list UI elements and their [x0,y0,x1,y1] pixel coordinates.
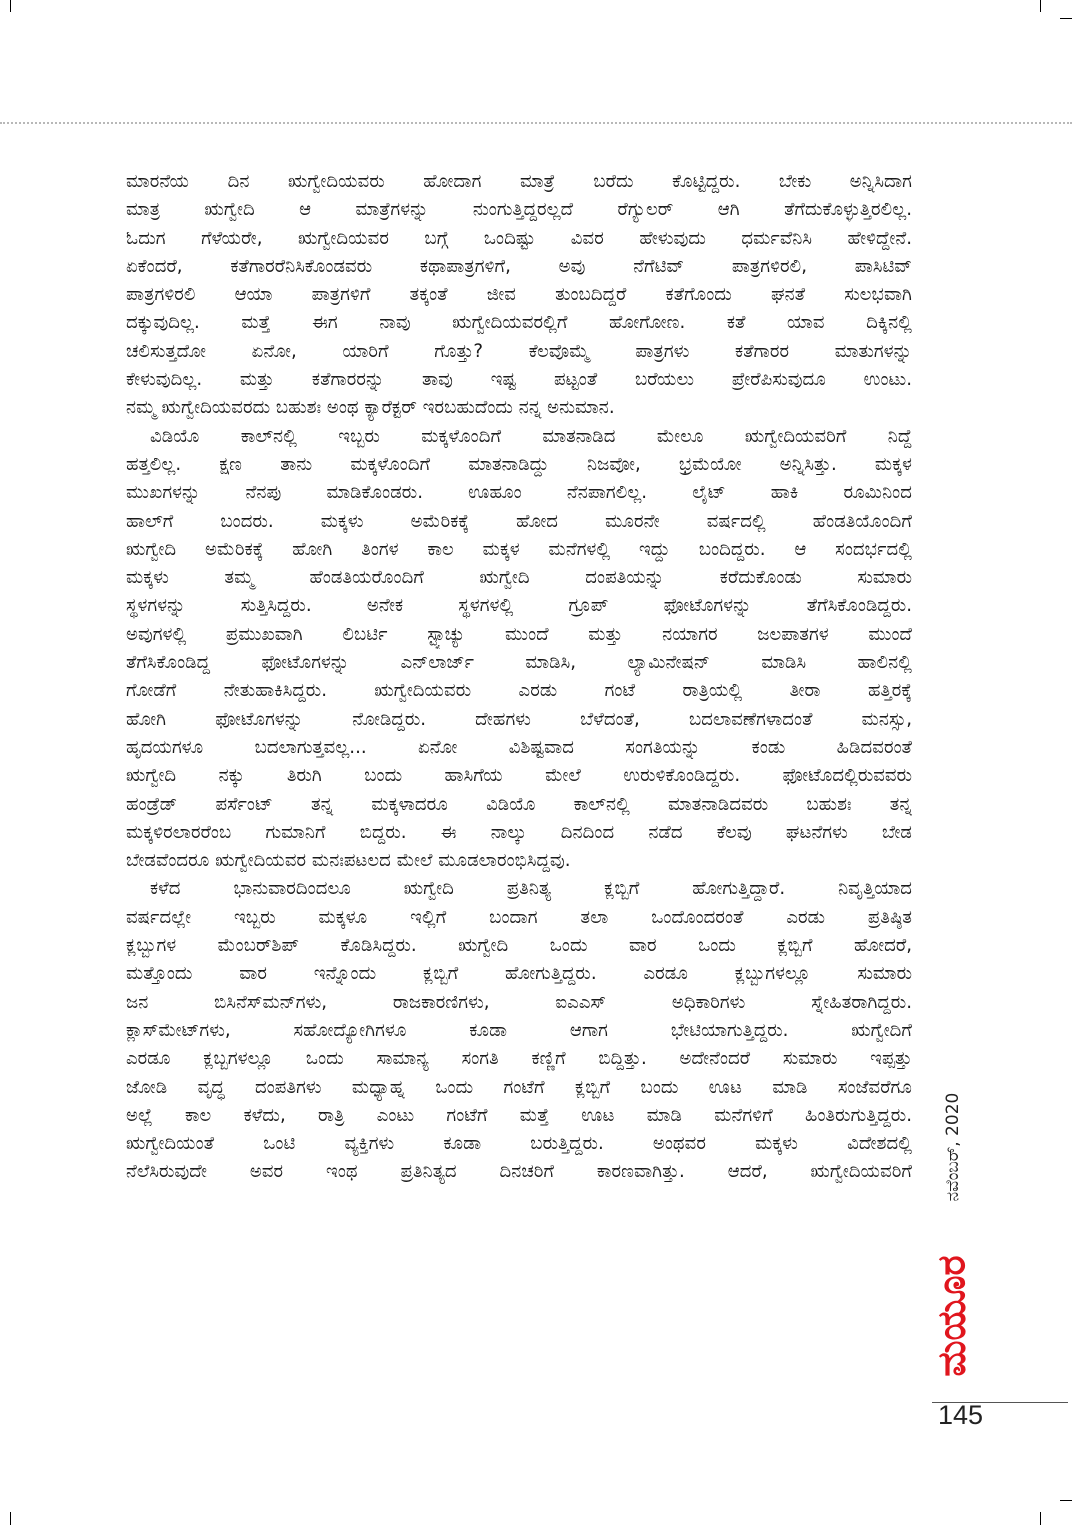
crop-mark [10,1512,11,1525]
text-line: ಮಕ್ಕಳು ತಮ್ಮ ಹೆಂಡತಿಯರೊಂದಿಗೆ ಋಗ್ವೇದಿ ದಂಪತಿಯನ್ನು ಕರೆದುಕೊಂಡು ಸುಮಾರು [126,567,912,589]
text-line: ಅವುಗಳಲ್ಲಿ ಪ್ರಮುಖವಾಗಿ ಲಿಬರ್ಟಿ ಸ್ಟ್ಯಾಚ್ಯು ಮುಂದೆ ಮತ್ತು ನಯಾಗರ ಜಲಪಾತಗಳ ಮುಂದೆ [126,623,912,645]
paragraph [126,168,912,423]
crop-mark [10,0,11,12]
text-line: ದಕ್ಕುವುದಿಲ್ಲ. ಮತ್ತೆ ಈಗ ನಾವು ಋಗ್ವೇದಿಯವರಲ್ಲಿಗೆ ಹೋಗೋಣ. ಕತೆ ಯಾವ ದಿಕ್ಕಿನಲ್ಲಿ [126,312,912,334]
text-line: ಜನ ಬಿಸಿನೆಸ್‌ಮನ್‌ಗಳು, ರಾಜಕಾರಣಿಗಳು, ಐಎಎಸ್ ಅಧಿಕಾರಿಗಳು ಸ್ನೇಹಿತರಾಗಿದ್ದರು. [126,991,912,1013]
text-line: ಚಲಿಸುತ್ತದೋ ಏನೋ, ಯಾರಿಗೆ ಗೊತ್ತು? ಕೆಲವೊಮ್ಮೆ ಪಾತ್ರಗಳು ಕತೆಗಾರರ ಮಾತುಗಳನ್ನು [126,340,912,362]
text-line: ಸ್ಥಳಗಳನ್ನು ಸುತ್ತಿಸಿದ್ದರು. ಅನೇಕ ಸ್ಥಳಗಳಲ್ಲಿ ಗ್ರೂಪ್ ಫೋಟೊಗಳನ್ನು ತೆಗೆಸಿಕೊಂಡಿದ್ದರು. [126,595,912,617]
crop-mark [1040,0,1041,12]
text-line: ಓದುಗ ಗೆಳೆಯರೇ, ಋಗ್ವೇದಿಯವರ ಬಗ್ಗೆ ಒಂದಿಷ್ಟು ವಿವರ ಹೇಳುವುದು ಧರ್ಮವೆನಿಸಿ ಹೇಳಿದ್ದೇನೆ. [126,227,912,249]
text-line: ಕೇಳುವುದಿಲ್ಲ. ಮತ್ತು ಕತೆಗಾರರನ್ನು ತಾವು ಇಷ್ಟ ಪಟ್ಟಂತೆ ಬರೆಯಲು ಪ್ರೇರೆಪಿಸುವುದೂ ಉಂಟು. [126,369,912,391]
text-line: ಪಾತ್ರಗಳಿರಲಿ ಆಯಾ ಪಾತ್ರಗಳಿಗೆ ತಕ್ಕಂತೆ ಜೀವ ತುಂಬದಿದ್ದರೆ ಕತೆಗೊಂದು ಘನತೆ ಸುಲಭವಾಗಿ [126,284,912,306]
paragraph [126,423,912,876]
text-line: ಹಂಡ್ರೆಡ್ ಪರ್ಸೆಂಟ್ ತನ್ನ ಮಕ್ಕಳಾದರೂ ವಿಡಿಯೊ ಕಾಲ್‌ನಲ್ಲಿ ಮಾತನಾಡಿದವರು ಬಹುಶಃ ತನ್ನ [126,793,912,815]
text-line: ನಮ್ಮ ಋಗ್ವೇದಿಯವರದು ಬಹುಶಃ ಅಂಥ ಕ್ಯಾರೆಕ್ಟರ್ ಇರಬಹುದೆಂದು ನನ್ನ ಅನುಮಾನ. [126,397,615,419]
magazine-name: ಮಯೂರ [929,1255,974,1377]
article-body [126,168,912,1187]
crop-mark [1060,18,1072,19]
text-line: ಎರಡೂ ಕ್ಲಬ್ಬಗಳಲ್ಲೂ ಒಂದು ಸಾಮಾನ್ಯ ಸಂಗತಿ ಕಣ್ಣಿಗೆ ಬಿದ್ದಿತ್ತು. ಅದೇನೆಂದರೆ ಸುಮಾರು ಇಪ್ಪತ್ತು [126,1048,912,1070]
text-line: ವರ್ಷದಲ್ಲೇ ಇಬ್ಬರು ಮಕ್ಕಳೂ ಇಲ್ಲಿಗೆ ಬಂದಾಗ ತಲಾ ಒಂದೊಂದರಂತೆ ಎರಡು ಪ್ರತಿಷ್ಠಿತ [126,906,912,928]
text-line: ಹೋಗಿ ಫೋಟೊಗಳನ್ನು ನೋಡಿದ್ದರು. ದೇಹಗಳು ಬೆಳೆದಂತೆ, ಬದಲಾವಣೆಗಳಾದಂತೆ ಮನಸ್ಸು, [126,708,912,730]
text-line: ಮಾರನೆಯ ದಿನ ಋಗ್ವೇದಿಯವರು ಹೋದಾಗ ಮಾತ್ರೆ ಬರೆದು ಕೊಟ್ಟಿದ್ದರು. ಬೇಕು ಅನ್ನಿಸಿದಾಗ [126,171,912,192]
text-line: ವಿಡಿಯೊ ಕಾಲ್‌ನಲ್ಲಿ ಇಬ್ಬರು ಮಕ್ಕಳೊಂದಿಗೆ ಮಾತನಾಡಿದ ಮೇಲೂ ಋಗ್ವೇದಿಯವರಿಗೆ ನಿದ್ದೆ [150,425,912,447]
issue-date-text: ನವೆಂಬರ್, 2020 [943,1092,963,1202]
text-line: ನೆಲೆಸಿರುವುದೇ ಅವರ ಇಂಥ ಪ್ರತಿನಿತ್ಯದ ದಿನಚರಿಗೆ ಕಾರಣವಾಗಿತ್ತು. ಆದರೆ, ಋಗ್ವೇದಿಯವರಿಗೆ [126,1161,912,1183]
text-line: ತೆಗೆಸಿಕೊಂಡಿದ್ದ ಫೋಟೊಗಳನ್ನು ಎನ್‌ಲಾರ್ಜ್ ಮಾಡಿಸಿ, ಲ್ಯಾಮಿನೇಷನ್ ಮಾಡಿಸಿ ಹಾಲಿನಲ್ಲಿ [126,652,912,674]
crop-mark [1060,1500,1072,1501]
paragraph [126,875,912,1186]
text-line: ಹೃದಯಗಳೂ ಬದಲಾಗುತ್ತವಲ್ಲ... ಏನೋ ವಿಶಿಷ್ಟವಾದ ಸಂಗತಿಯನ್ನು ಕಂಡು ಹಿಡಿದವರಂತೆ [126,736,912,758]
text-line: ಋಗ್ವೇದಿ ನಕ್ಕು ತಿರುಗಿ ಬಂದು ಹಾಸಿಗೆಯ ಮೇಲೆ ಉರುಳಿಕೊಂಡಿದ್ದರು. ಫೋಟೊದಲ್ಲಿರುವವರು [126,765,912,787]
text-line: ಋಗ್ವೇದಿಯಂತೆ ಒಂಟಿ ವ್ಯಕ್ತಿಗಳು ಕೂಡಾ ಬರುತ್ತಿದ್ದರು. ಅಂಥವರ ಮಕ್ಕಳು ವಿದೇಶದಲ್ಲಿ [126,1133,912,1155]
text-line: ಜೋಡಿ ವೃದ್ಧ ದಂಪತಿಗಳು ಮಧ್ಯಾಹ್ನ ಒಂದು ಗಂಟೆಗೆ ಕ್ಲಬ್ಬಿಗೆ ಬಂದು ಊಟ ಮಾಡಿ ಸಂಜೆವರೆಗೂ [126,1076,912,1098]
text-line: ಅಲ್ಲೆ ಕಾಲ ಕಳೆದು, ರಾತ್ರಿ ಎಂಟು ಗಂಟೆಗೆ ಮತ್ತೆ ಊಟ ಮಾಡಿ ಮನೆಗಳಿಗೆ ಹಿಂತಿರುಗುತ್ತಿದ್ದರು. [126,1104,912,1126]
text-line: ಹಾಲ್‌ಗೆ ಬಂದರು. ಮಕ್ಕಳು ಅಮೆರಿಕಕ್ಕೆ ಹೋದ ಮೂರನೇ ವರ್ಷದಲ್ಲಿ ಹೆಂಡತಿಯೊಂದಿಗೆ [126,510,912,532]
text-line: ಕ್ಲಬ್ಬುಗಳ ಮೆಂಬರ್‌ಶಿಪ್ ಕೊಡಿಸಿದ್ದರು. ಋಗ್ವೇದಿ ಒಂದು ವಾರ ಒಂದು ಕ್ಲಬ್ಬಿಗೆ ಹೋದರೆ, [126,935,912,957]
text-line: ಮುಖಗಳನ್ನು ನೆನಪು ಮಾಡಿಕೊಂಡರು. ಊಹೂಂ ನೆನಪಾಗಲಿಲ್ಲ. ಲೈಟ್ ಹಾಕಿ ರೂಮಿನಿಂದ [126,482,912,504]
text-line: ಮತ್ತೊಂದು ವಾರ ಇನ್ನೊಂದು ಕ್ಲಬ್ಬಿಗೆ ಹೋಗುತ್ತಿದ್ದರು. ಎರಡೂ ಕ್ಲಬ್ಬುಗಳಲ್ಲೂ ಸುಮಾರು [126,963,912,985]
crop-mark [1040,1512,1041,1525]
text-line: ಗೋಡೆಗೆ ನೇತುಹಾಕಿಸಿದ್ದರು. ಋಗ್ವೇದಿಯವರು ಎರಡು ಗಂಟೆ ರಾತ್ರಿಯಲ್ಲಿ ತೀರಾ ಹತ್ತಿರಕ್ಕೆ [126,680,912,702]
text-line: ಕ್ಲಾಸ್‌ಮೇಟ್‌ಗಳು, ಸಹೋದ್ಯೋಗಿಗಳೂ ಕೂಡಾ ಆಗಾಗ ಭೇಟಿಯಾಗುತ್ತಿದ್ದರು. ಋಗ್ವೇದಿಗೆ [126,1019,912,1041]
text-line: ಕಳೆದ ಭಾನುವಾರದಿಂದಲೂ ಋಗ್ವೇದಿ ಪ್ರತಿನಿತ್ಯ ಕ್ಲಬ್ಬಿಗೆ ಹೋಗುತ್ತಿದ್ದಾರೆ. ನಿವೃತ್ತಿಯಾದ [150,878,912,900]
magazine-logo [929,1236,974,1396]
text-line: ಮಕ್ಕಳಿರಲಾರರೆಂಬ ಗುಮಾನಿಗೆ ಬಿದ್ದರು. ಈ ನಾಲ್ಕು ದಿನದಿಂದ ನಡೆದ ಕೆಲವು ಘಟನೆಗಳು ಬೇಡ [126,821,912,843]
header-dotted-rule [0,122,1072,124]
text-line: ಬೇಡವೆಂದರೂ ಋಗ್ವೇದಿಯವರ ಮನಃಪಟಲದ ಮೇಲೆ ಮೂಡಲಾರಂಭಿಸಿದ್ದವು. [126,850,571,872]
page-number: 145 [938,1400,984,1430]
issue-date [942,1072,964,1222]
text-line: ಹತ್ತಲಿಲ್ಲ. ಕ್ಷಣ ತಾನು ಮಕ್ಕಳೊಂದಿಗೆ ಮಾತನಾಡಿದ್ದು ನಿಜವೋ, ಭ್ರಮೆಯೋ ಅನ್ನಿಸಿತ್ತು. ಮಕ್ಕಳ [126,453,912,475]
text-line: ಮಾತ್ರ ಋಗ್ವೇದಿ ಆ ಮಾತ್ರೆಗಳನ್ನು ನುಂಗುತ್ತಿದ್ದರಲ್ಲದೆ ರೆಗ್ಯುಲರ್ ಆಗಿ ತೆಗೆದುಕೊಳ್ಳುತ್ತಿರಲಿಲ್ಲ. [126,199,912,221]
text-line: ಏಕೆಂದರೆ, ಕತೆಗಾರರೆನಿಸಿಕೊಂಡವರು ಕಥಾಪಾತ್ರಗಳಿಗೆ, ಅವು ನೆಗೆಟಿವ್ ಪಾತ್ರಗಳಿರಲಿ, ಪಾಸಿಟಿವ್ [126,255,912,277]
text-line: ಋಗ್ವೇದಿ ಅಮೆರಿಕಕ್ಕೆ ಹೋಗಿ ತಿಂಗಳ ಕಾಲ ಮಕ್ಕಳ ಮನೆಗಳಲ್ಲಿ ಇದ್ದು ಬಂದಿದ್ದರು. ಆ ಸಂದರ್ಭದಲ್ಲಿ [126,538,912,560]
